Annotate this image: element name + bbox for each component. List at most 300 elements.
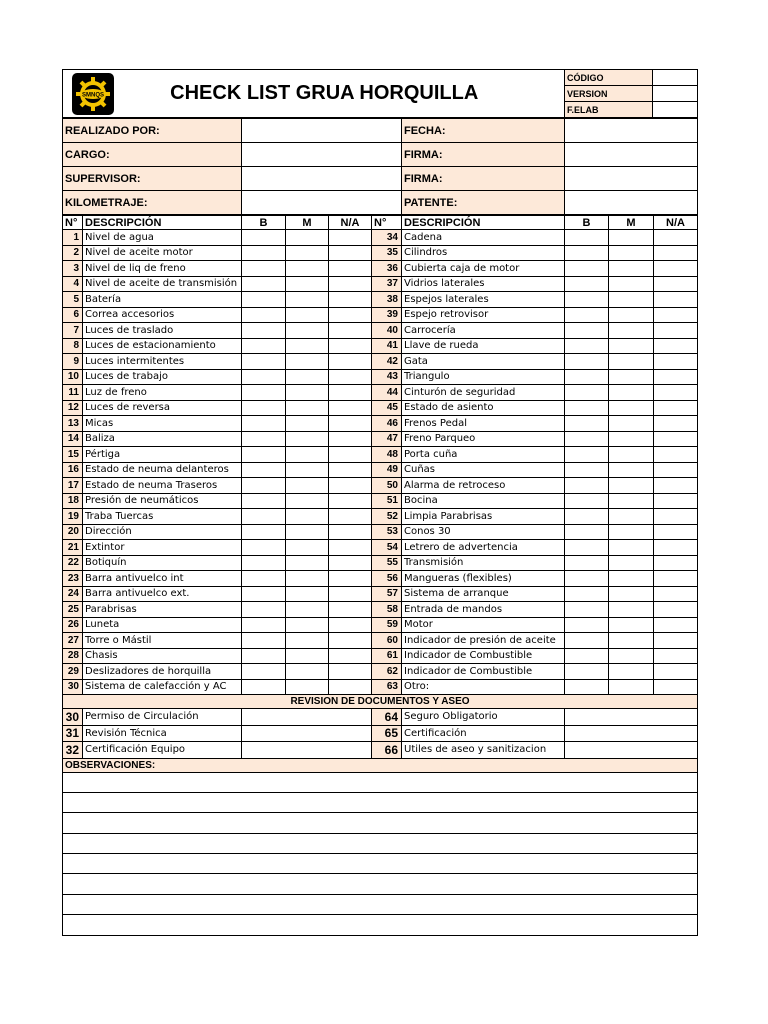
check-cell-bad[interactable] bbox=[286, 369, 329, 385]
checklist-row bbox=[63, 431, 698, 447]
doc-status-cell[interactable] bbox=[242, 742, 372, 759]
check-cell-bad[interactable] bbox=[609, 478, 654, 494]
observation-input[interactable] bbox=[63, 772, 698, 792]
check-cell-na[interactable] bbox=[654, 555, 698, 571]
check-cell-bad[interactable] bbox=[286, 679, 329, 695]
check-cell-na[interactable] bbox=[329, 571, 372, 587]
observation-input[interactable] bbox=[63, 833, 698, 853]
check-cell-good[interactable] bbox=[242, 679, 286, 695]
item-description: Luces de trabajo bbox=[83, 369, 242, 385]
info-value-left[interactable] bbox=[242, 119, 402, 143]
check-cell-good[interactable] bbox=[242, 648, 286, 664]
check-cell-good[interactable] bbox=[242, 292, 286, 308]
meta-value-code[interactable] bbox=[653, 70, 698, 86]
doc-description: Certificación bbox=[402, 725, 565, 742]
section-header-row bbox=[63, 695, 698, 709]
check-cell-na[interactable] bbox=[329, 633, 372, 649]
check-cell-na[interactable] bbox=[654, 571, 698, 587]
check-cell-bad[interactable] bbox=[609, 245, 654, 261]
item-number: 30 bbox=[63, 679, 83, 695]
check-cell-bad[interactable] bbox=[286, 602, 329, 618]
check-cell-bad[interactable] bbox=[609, 400, 654, 416]
check-cell-good[interactable] bbox=[242, 447, 286, 463]
check-cell-good[interactable] bbox=[565, 416, 609, 432]
check-cell-bad[interactable] bbox=[609, 571, 654, 587]
info-value-left[interactable] bbox=[242, 191, 402, 215]
check-cell-bad[interactable] bbox=[286, 230, 329, 246]
check-cell-good[interactable] bbox=[242, 261, 286, 277]
check-cell-good[interactable] bbox=[565, 478, 609, 494]
check-cell-na[interactable] bbox=[654, 261, 698, 277]
item-number: 51 bbox=[372, 493, 402, 509]
item-number: 6 bbox=[63, 307, 83, 323]
check-cell-good[interactable] bbox=[565, 679, 609, 695]
info-row bbox=[63, 143, 698, 167]
check-cell-good[interactable] bbox=[565, 462, 609, 478]
col-header-bad: M bbox=[286, 216, 329, 230]
check-cell-good[interactable] bbox=[242, 571, 286, 587]
item-description: Nivel de aceite motor bbox=[83, 245, 242, 261]
item-description: Baliza bbox=[83, 431, 242, 447]
check-cell-good[interactable] bbox=[565, 617, 609, 633]
item-number: 20 bbox=[63, 524, 83, 540]
check-cell-good[interactable] bbox=[242, 633, 286, 649]
check-cell-na[interactable] bbox=[329, 245, 372, 261]
col-header-good: B bbox=[242, 216, 286, 230]
col-header-description: DESCRIPCIÓN bbox=[83, 216, 242, 230]
check-cell-na[interactable] bbox=[329, 478, 372, 494]
item-description: Carrocería bbox=[402, 323, 565, 339]
item-description: Luces intermitentes bbox=[83, 354, 242, 370]
check-cell-bad[interactable] bbox=[609, 648, 654, 664]
info-row bbox=[63, 167, 698, 191]
info-value-right[interactable] bbox=[565, 143, 698, 167]
check-cell-na[interactable] bbox=[329, 276, 372, 292]
check-cell-good[interactable] bbox=[565, 648, 609, 664]
check-cell-na[interactable] bbox=[654, 509, 698, 525]
doc-description: Certificación Equipo bbox=[83, 742, 242, 759]
check-cell-na[interactable] bbox=[329, 292, 372, 308]
check-cell-bad[interactable] bbox=[609, 664, 654, 680]
check-cell-bad[interactable] bbox=[609, 493, 654, 509]
check-cell-bad[interactable] bbox=[609, 338, 654, 354]
check-cell-na[interactable] bbox=[654, 369, 698, 385]
check-cell-bad[interactable] bbox=[609, 261, 654, 277]
check-cell-bad[interactable] bbox=[286, 524, 329, 540]
check-cell-bad[interactable] bbox=[609, 679, 654, 695]
check-cell-bad[interactable] bbox=[286, 385, 329, 401]
item-number: 29 bbox=[63, 664, 83, 680]
meta-value-date[interactable] bbox=[653, 102, 698, 118]
check-cell-bad[interactable] bbox=[609, 524, 654, 540]
check-cell-na[interactable] bbox=[654, 679, 698, 695]
doc-status-cell[interactable] bbox=[242, 709, 372, 726]
doc-number: 66 bbox=[372, 742, 402, 759]
check-cell-good[interactable] bbox=[565, 323, 609, 339]
item-description: Llave de rueda bbox=[402, 338, 565, 354]
check-cell-bad[interactable] bbox=[286, 447, 329, 463]
checklist-row bbox=[63, 555, 698, 571]
check-cell-bad[interactable] bbox=[286, 617, 329, 633]
observation-input[interactable] bbox=[63, 854, 698, 874]
item-number: 23 bbox=[63, 571, 83, 587]
check-cell-good[interactable] bbox=[242, 524, 286, 540]
item-number: 28 bbox=[63, 648, 83, 664]
check-cell-bad[interactable] bbox=[286, 462, 329, 478]
check-cell-good[interactable] bbox=[242, 400, 286, 416]
check-cell-bad[interactable] bbox=[609, 307, 654, 323]
item-number: 56 bbox=[372, 571, 402, 587]
check-cell-good[interactable] bbox=[242, 509, 286, 525]
check-cell-bad[interactable] bbox=[609, 416, 654, 432]
check-cell-bad[interactable] bbox=[286, 478, 329, 494]
item-number: 60 bbox=[372, 633, 402, 649]
check-cell-na[interactable] bbox=[654, 462, 698, 478]
check-cell-good[interactable] bbox=[565, 555, 609, 571]
check-cell-good[interactable] bbox=[565, 447, 609, 463]
item-description: Vidrios laterales bbox=[402, 276, 565, 292]
check-cell-bad[interactable] bbox=[286, 633, 329, 649]
check-cell-good[interactable] bbox=[565, 261, 609, 277]
check-cell-bad[interactable] bbox=[286, 431, 329, 447]
check-cell-good[interactable] bbox=[242, 338, 286, 354]
check-cell-bad[interactable] bbox=[286, 245, 329, 261]
check-cell-na[interactable] bbox=[329, 230, 372, 246]
item-description: Luneta bbox=[83, 617, 242, 633]
check-cell-bad[interactable] bbox=[286, 416, 329, 432]
check-cell-na[interactable] bbox=[329, 524, 372, 540]
document-title: CHECK LIST GRUA HORQUILLA bbox=[123, 70, 565, 118]
item-description: Transmisión bbox=[402, 555, 565, 571]
item-number: 5 bbox=[63, 292, 83, 308]
check-cell-na[interactable] bbox=[329, 416, 372, 432]
check-cell-good[interactable] bbox=[565, 307, 609, 323]
check-cell-bad[interactable] bbox=[609, 633, 654, 649]
check-cell-bad[interactable] bbox=[286, 261, 329, 277]
check-cell-bad[interactable] bbox=[286, 400, 329, 416]
check-cell-na[interactable] bbox=[329, 555, 372, 571]
check-cell-bad[interactable] bbox=[609, 602, 654, 618]
check-cell-na[interactable] bbox=[654, 307, 698, 323]
check-cell-na[interactable] bbox=[654, 276, 698, 292]
observation-input[interactable] bbox=[63, 915, 698, 935]
check-cell-bad[interactable] bbox=[286, 276, 329, 292]
item-description: Torre o Mástil bbox=[83, 633, 242, 649]
item-number: 10 bbox=[63, 369, 83, 385]
item-number: 37 bbox=[372, 276, 402, 292]
check-cell-na[interactable] bbox=[329, 664, 372, 680]
check-cell-na[interactable] bbox=[654, 230, 698, 246]
check-cell-good[interactable] bbox=[565, 385, 609, 401]
item-number: 4 bbox=[63, 276, 83, 292]
checklist-sheet bbox=[62, 69, 697, 936]
check-cell-na[interactable] bbox=[654, 416, 698, 432]
check-cell-na[interactable] bbox=[329, 602, 372, 618]
doc-status-cell[interactable] bbox=[565, 725, 698, 742]
col-header-na: N/A bbox=[329, 216, 372, 230]
doc-status-cell[interactable] bbox=[565, 709, 698, 726]
item-number: 18 bbox=[63, 493, 83, 509]
check-cell-good[interactable] bbox=[242, 230, 286, 246]
check-cell-good[interactable] bbox=[242, 493, 286, 509]
item-description: Motor bbox=[402, 617, 565, 633]
item-number: 11 bbox=[63, 385, 83, 401]
check-cell-good[interactable] bbox=[565, 571, 609, 587]
item-description: Estado de neuma delanteros bbox=[83, 462, 242, 478]
check-cell-good[interactable] bbox=[565, 524, 609, 540]
check-cell-bad[interactable] bbox=[286, 555, 329, 571]
observation-line bbox=[63, 874, 698, 894]
check-cell-na[interactable] bbox=[654, 385, 698, 401]
item-number: 22 bbox=[63, 555, 83, 571]
gear-logo-icon bbox=[72, 73, 114, 115]
check-cell-good[interactable] bbox=[242, 617, 286, 633]
info-value-left[interactable] bbox=[242, 143, 402, 167]
check-cell-good[interactable] bbox=[242, 586, 286, 602]
check-cell-bad[interactable] bbox=[286, 338, 329, 354]
check-cell-bad[interactable] bbox=[609, 447, 654, 463]
item-description: Barra antivuelco int bbox=[83, 571, 242, 587]
document-row bbox=[63, 742, 698, 759]
check-cell-bad[interactable] bbox=[609, 462, 654, 478]
check-cell-na[interactable] bbox=[329, 617, 372, 633]
item-number: 45 bbox=[372, 400, 402, 416]
check-cell-good[interactable] bbox=[565, 276, 609, 292]
check-cell-na[interactable] bbox=[329, 323, 372, 339]
item-number: 8 bbox=[63, 338, 83, 354]
observation-input[interactable] bbox=[63, 894, 698, 914]
check-cell-bad[interactable] bbox=[286, 509, 329, 525]
section-title: REVISION DE DOCUMENTOS Y ASEO bbox=[63, 695, 698, 709]
observation-input[interactable] bbox=[63, 792, 698, 812]
check-cell-na[interactable] bbox=[329, 400, 372, 416]
check-cell-good[interactable] bbox=[242, 276, 286, 292]
doc-number: 65 bbox=[372, 725, 402, 742]
check-cell-good[interactable] bbox=[242, 354, 286, 370]
checklist-row bbox=[63, 369, 698, 385]
check-cell-good[interactable] bbox=[242, 416, 286, 432]
check-cell-good[interactable] bbox=[242, 540, 286, 556]
info-value-right[interactable] bbox=[565, 119, 698, 143]
check-cell-bad[interactable] bbox=[286, 307, 329, 323]
check-cell-bad[interactable] bbox=[286, 354, 329, 370]
check-cell-na[interactable] bbox=[654, 292, 698, 308]
doc-status-cell[interactable] bbox=[242, 725, 372, 742]
item-number: 24 bbox=[63, 586, 83, 602]
check-cell-good[interactable] bbox=[242, 602, 286, 618]
check-cell-bad[interactable] bbox=[609, 586, 654, 602]
check-cell-na[interactable] bbox=[329, 586, 372, 602]
item-number: 9 bbox=[63, 354, 83, 370]
check-cell-bad[interactable] bbox=[286, 571, 329, 587]
check-cell-na[interactable] bbox=[654, 447, 698, 463]
check-cell-good[interactable] bbox=[565, 292, 609, 308]
check-cell-na[interactable] bbox=[654, 354, 698, 370]
check-cell-na[interactable] bbox=[654, 664, 698, 680]
check-cell-bad[interactable] bbox=[609, 555, 654, 571]
check-cell-good[interactable] bbox=[565, 633, 609, 649]
meta-label-code: CÓDIGO bbox=[565, 70, 653, 86]
check-cell-good[interactable] bbox=[565, 400, 609, 416]
check-cell-na[interactable] bbox=[654, 586, 698, 602]
check-cell-bad[interactable] bbox=[286, 664, 329, 680]
check-cell-good[interactable] bbox=[565, 431, 609, 447]
check-cell-na[interactable] bbox=[329, 447, 372, 463]
info-value-left[interactable] bbox=[242, 167, 402, 191]
check-cell-na[interactable] bbox=[329, 385, 372, 401]
column-header-row bbox=[63, 216, 698, 230]
check-cell-na[interactable] bbox=[329, 493, 372, 509]
check-cell-good[interactable] bbox=[242, 462, 286, 478]
check-cell-na[interactable] bbox=[654, 493, 698, 509]
check-cell-na[interactable] bbox=[654, 323, 698, 339]
check-cell-good[interactable] bbox=[242, 323, 286, 339]
check-cell-good[interactable] bbox=[242, 385, 286, 401]
check-cell-good[interactable] bbox=[242, 664, 286, 680]
observation-line bbox=[63, 792, 698, 812]
check-cell-good[interactable] bbox=[565, 354, 609, 370]
checklist-row bbox=[63, 602, 698, 618]
check-cell-bad[interactable] bbox=[286, 292, 329, 308]
check-cell-na[interactable] bbox=[654, 540, 698, 556]
check-cell-na[interactable] bbox=[654, 617, 698, 633]
item-number: 35 bbox=[372, 245, 402, 261]
check-cell-na[interactable] bbox=[654, 648, 698, 664]
check-cell-bad[interactable] bbox=[286, 586, 329, 602]
check-cell-bad[interactable] bbox=[286, 648, 329, 664]
item-description: Entrada de mandos bbox=[402, 602, 565, 618]
check-cell-bad[interactable] bbox=[609, 276, 654, 292]
check-cell-good[interactable] bbox=[565, 230, 609, 246]
item-number: 52 bbox=[372, 509, 402, 525]
check-cell-good[interactable] bbox=[565, 540, 609, 556]
check-cell-good[interactable] bbox=[565, 602, 609, 618]
check-cell-na[interactable] bbox=[329, 509, 372, 525]
check-cell-na[interactable] bbox=[329, 540, 372, 556]
check-cell-na[interactable] bbox=[329, 369, 372, 385]
col-header-na: N/A bbox=[654, 216, 698, 230]
checklist-row bbox=[63, 524, 698, 540]
check-cell-na[interactable] bbox=[329, 431, 372, 447]
check-cell-good[interactable] bbox=[242, 431, 286, 447]
item-number: 36 bbox=[372, 261, 402, 277]
check-cell-good[interactable] bbox=[565, 493, 609, 509]
check-cell-na[interactable] bbox=[329, 261, 372, 277]
item-number: 34 bbox=[372, 230, 402, 246]
check-cell-good[interactable] bbox=[242, 245, 286, 261]
check-cell-bad[interactable] bbox=[609, 431, 654, 447]
checklist-row bbox=[63, 617, 698, 633]
item-description: Letrero de advertencia bbox=[402, 540, 565, 556]
check-cell-good[interactable] bbox=[242, 307, 286, 323]
check-cell-bad[interactable] bbox=[609, 540, 654, 556]
item-description: Mangueras (flexibles) bbox=[402, 571, 565, 587]
check-cell-good[interactable] bbox=[565, 369, 609, 385]
check-cell-na[interactable] bbox=[654, 338, 698, 354]
item-number: 7 bbox=[63, 323, 83, 339]
item-description: Sistema de arranque bbox=[402, 586, 565, 602]
item-description: Barra antivuelco ext. bbox=[83, 586, 242, 602]
check-cell-na[interactable] bbox=[329, 354, 372, 370]
check-cell-na[interactable] bbox=[329, 648, 372, 664]
checklist-row bbox=[63, 462, 698, 478]
checklist-row bbox=[63, 323, 698, 339]
check-cell-na[interactable] bbox=[329, 307, 372, 323]
check-cell-bad[interactable] bbox=[609, 292, 654, 308]
item-description: Limpia Parabrisas bbox=[402, 509, 565, 525]
check-cell-good[interactable] bbox=[565, 338, 609, 354]
check-cell-bad[interactable] bbox=[609, 323, 654, 339]
item-description: Luces de traslado bbox=[83, 323, 242, 339]
info-value-right[interactable] bbox=[565, 167, 698, 191]
check-cell-bad[interactable] bbox=[286, 540, 329, 556]
check-cell-bad[interactable] bbox=[609, 385, 654, 401]
check-cell-good[interactable] bbox=[242, 369, 286, 385]
check-cell-good[interactable] bbox=[242, 478, 286, 494]
observation-input[interactable] bbox=[63, 813, 698, 833]
doc-status-cell[interactable] bbox=[565, 742, 698, 759]
check-cell-na[interactable] bbox=[329, 679, 372, 695]
checklist-row bbox=[63, 385, 698, 401]
check-cell-na[interactable] bbox=[329, 338, 372, 354]
check-cell-good[interactable] bbox=[565, 509, 609, 525]
observation-line bbox=[63, 833, 698, 853]
info-label-left: REALIZADO POR: bbox=[63, 119, 242, 143]
info-value-right[interactable] bbox=[565, 191, 698, 215]
info-row bbox=[63, 119, 698, 143]
check-cell-good[interactable] bbox=[565, 586, 609, 602]
check-cell-na[interactable] bbox=[654, 400, 698, 416]
item-number: 63 bbox=[372, 679, 402, 695]
observation-input[interactable] bbox=[63, 874, 698, 894]
check-cell-na[interactable] bbox=[654, 524, 698, 540]
item-number: 14 bbox=[63, 431, 83, 447]
check-cell-bad[interactable] bbox=[286, 323, 329, 339]
check-cell-na[interactable] bbox=[654, 431, 698, 447]
check-cell-good[interactable] bbox=[565, 664, 609, 680]
check-cell-bad[interactable] bbox=[609, 509, 654, 525]
item-description: Botiquín bbox=[83, 555, 242, 571]
check-cell-na[interactable] bbox=[654, 478, 698, 494]
check-cell-bad[interactable] bbox=[609, 230, 654, 246]
item-number: 17 bbox=[63, 478, 83, 494]
check-cell-bad[interactable] bbox=[609, 617, 654, 633]
check-cell-na[interactable] bbox=[329, 462, 372, 478]
meta-label-date: F.ELAB bbox=[565, 102, 653, 118]
item-number: 3 bbox=[63, 261, 83, 277]
item-description: Correa accesorios bbox=[83, 307, 242, 323]
info-label-left: KILOMETRAJE: bbox=[63, 191, 242, 215]
check-cell-na[interactable] bbox=[654, 602, 698, 618]
document-row bbox=[63, 709, 698, 726]
item-number: 26 bbox=[63, 617, 83, 633]
item-description: Triangulo bbox=[402, 369, 565, 385]
check-cell-bad[interactable] bbox=[609, 354, 654, 370]
checklist-row bbox=[63, 400, 698, 416]
check-cell-good[interactable] bbox=[242, 555, 286, 571]
check-cell-na[interactable] bbox=[654, 633, 698, 649]
check-cell-na[interactable] bbox=[654, 245, 698, 261]
item-description: Cilindros bbox=[402, 245, 565, 261]
check-cell-bad[interactable] bbox=[609, 369, 654, 385]
item-number: 55 bbox=[372, 555, 402, 571]
check-cell-good[interactable] bbox=[565, 245, 609, 261]
meta-value-version[interactable] bbox=[653, 86, 698, 102]
item-number: 50 bbox=[372, 478, 402, 494]
item-number: 44 bbox=[372, 385, 402, 401]
item-description: Cuñas bbox=[402, 462, 565, 478]
check-cell-bad[interactable] bbox=[286, 493, 329, 509]
